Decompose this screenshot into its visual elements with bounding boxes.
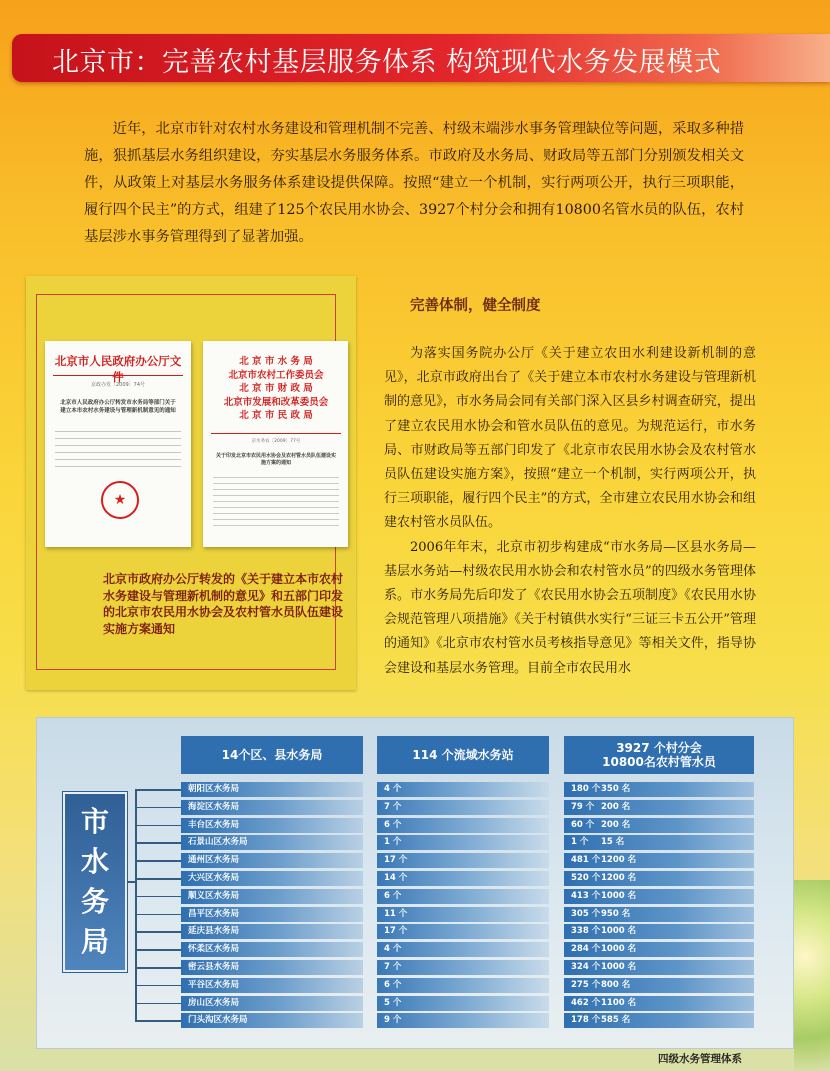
staff-count: 1200 名 xyxy=(601,873,637,883)
station-count-row: 6 个 xyxy=(377,889,549,904)
hq-character: 局 xyxy=(80,925,109,958)
connector-line xyxy=(127,881,135,883)
document-body-lines xyxy=(55,431,181,471)
village-count: 180 个 xyxy=(571,784,601,794)
body-paragraph: 为落实国务院办公厅《关于建立农田水利建设新机制的意见》，北京市政府出台了《关于建立本市农村水务建设与管理新机制的意见》，市水务局会同有关部门深入区县乡村调查研究，提出了建立农民用水协会和管水员队伍的意见。为规范运行，市水务局、市财政局等五部门印发了《北京市农民用水协会及农村管水员队伍建设实施方案》，按照“建立一个机制，实行两项公开，执行三项职能，履行四个民主”的方式，全市建立农民用水协会和组建农村管水员队伍。 xyxy=(384,346,756,531)
document-header: 北京市人民政府办公厅文件 xyxy=(54,354,182,384)
document-title: 关于印发北京市农民用水协会及农村管水员队伍建设实施方案的通知 xyxy=(215,453,336,466)
flower-decoration xyxy=(794,880,830,1071)
district-bureau-row: 海淀区水务局 xyxy=(181,800,363,815)
district-bureau-row: 昌平区水务局 xyxy=(181,907,363,922)
district-bureau-row: 门头沟区水务局 xyxy=(181,1013,363,1028)
station-count-row: 1 个 xyxy=(377,835,549,850)
connector-branch xyxy=(135,807,181,809)
village-count: 305 个 xyxy=(571,908,601,919)
document-body-lines xyxy=(213,477,339,527)
section-heading: 完善体制，健全制度 xyxy=(410,298,541,314)
staff-count: 1000 名 xyxy=(601,944,637,955)
connector-branch xyxy=(135,842,181,844)
document-rule xyxy=(211,433,341,434)
village-count: 1 个 xyxy=(571,837,589,848)
body-paragraph: 2006年年末，北京市初步构建成“市水务局—区县水务局—基层水务站—村级农民用水协会和农村管水员”的四级水务管理体系。市水务局先后印发了《农民用水协会五项制度》《农民用水协会规范管理八项措施》《关于村镇供水实行“三证三卡五公开”管理的通知》《北京市农村管水员考核指导意见》等相关文件，指导协会建设和基层水务管理。目前全市农民用水 xyxy=(384,539,756,676)
connector-branch xyxy=(135,896,181,898)
staff-count: 200 名 xyxy=(601,819,631,830)
station-count-row: 6 个 xyxy=(377,818,549,833)
connector-branch xyxy=(135,789,181,791)
photo-frame xyxy=(36,294,344,670)
district-bureau-row: 通州区水务局 xyxy=(181,853,363,868)
village-count-row xyxy=(564,942,754,957)
issuer-line: 北 京 市 财 政 局 xyxy=(239,383,313,394)
official-seal xyxy=(101,481,139,519)
connector-branch xyxy=(135,860,181,862)
village-count-row xyxy=(564,853,754,868)
connector-branch xyxy=(135,931,181,933)
document-headers xyxy=(211,355,341,423)
staff-count: 1000 名 xyxy=(601,926,637,937)
connector-branch xyxy=(135,967,181,969)
district-bureau-row: 顺义区水务局 xyxy=(181,889,363,904)
district-bureau-row: 大兴区水务局 xyxy=(181,871,363,886)
government-document xyxy=(45,341,191,547)
document-rule xyxy=(53,375,183,376)
station-count-row: 9 个 xyxy=(377,1013,549,1028)
village-count-row xyxy=(564,818,754,833)
hq-character: 市 xyxy=(80,805,109,838)
village-count: 275 个 xyxy=(571,979,601,990)
village-count: 520 个 xyxy=(571,873,601,883)
management-diagram xyxy=(36,717,794,1049)
staff-count: 800 名 xyxy=(601,979,631,990)
village-count-row xyxy=(564,924,754,939)
connector-branch xyxy=(135,949,181,951)
station-count-row: 11 个 xyxy=(377,907,549,922)
staff-count: 1000 名 xyxy=(601,962,637,972)
intro-paragraph: 近年，北京市针对农村水务建设和管理机制不完善、村级末端涉水事务管理缺位等问题，采取多种措施，狠抓基层水务组织建设，夯实基层水务服务体系。市政府及水务局、财政局等五部门分别颁发相关文件，从政策上对基层水务服务体系建设提供保障。按照“建立一个机制，实行两项公开，执行三项职能，履行四个民主”的方式，组建了125个农民用水协会、3927个村分会和拥有10800名管水员的队伍，农村基层涉水事务管理得到了显著加强。 xyxy=(84,121,744,245)
district-bureau-row: 平谷区水务局 xyxy=(181,978,363,993)
district-bureau-row: 密云县水务局 xyxy=(181,960,363,975)
star-icon: ★ xyxy=(113,492,127,508)
bureau-document xyxy=(203,341,348,547)
district-bureau-row: 丰台区水务局 xyxy=(181,818,363,833)
village-count-row xyxy=(564,835,754,850)
village-count-row xyxy=(564,871,754,886)
staff-count: 1100 名 xyxy=(601,997,637,1008)
title-banner xyxy=(12,34,830,82)
village-count: 338 个 xyxy=(571,926,601,937)
village-count: 60 个 xyxy=(571,819,595,830)
page-title: 北京市：完善农村基层服务体系 构筑现代水务发展模式 xyxy=(52,47,722,78)
section-body xyxy=(384,342,756,681)
station-count-row: 6 个 xyxy=(377,978,549,993)
station-count-row: 14 个 xyxy=(377,871,549,886)
staff-count: 950 名 xyxy=(601,908,631,919)
document-photo xyxy=(26,276,356,690)
staff-count: 350 名 xyxy=(601,784,631,794)
village-count: 324 个 xyxy=(571,962,601,972)
district-bureau-row: 怀柔区水务局 xyxy=(181,942,363,957)
village-count: 284 个 xyxy=(571,944,601,955)
station-count-row: 7 个 xyxy=(377,800,549,815)
connector-branch xyxy=(135,1003,181,1005)
village-count-row xyxy=(564,996,754,1011)
village-count-row xyxy=(564,978,754,993)
district-bureau-row: 延庆县水务局 xyxy=(181,924,363,939)
station-count-row: 4 个 xyxy=(377,942,549,957)
issuer-line: 北京市发展和改革委员会 xyxy=(223,396,329,408)
station-count-row: 7 个 xyxy=(377,960,549,975)
hq-character: 务 xyxy=(80,885,109,918)
issuer-line: 北京市农村工作委员会 xyxy=(228,369,324,381)
district-bureau-row: 朝阳区水务局 xyxy=(181,782,363,797)
column-header-districts: 14个区、县水务局 xyxy=(181,736,363,774)
staff-count: 1200 名 xyxy=(601,855,637,866)
document-title: 北京市人民政府办公厅转发市水务局等部门关于建立本市农村水务建设与管理新机制意见的通知 xyxy=(60,400,176,414)
village-count-row xyxy=(564,889,754,904)
district-bureau-row: 房山区水务局 xyxy=(181,996,363,1011)
column-header-stations: 114 个流域水务站 xyxy=(377,736,549,774)
station-count-row: 5 个 xyxy=(377,996,549,1011)
staff-count: 15 名 xyxy=(601,837,625,848)
connector-branch xyxy=(135,878,181,880)
village-count: 481 个 xyxy=(571,855,601,866)
station-count-row: 17 个 xyxy=(377,853,549,868)
staff-count: 585 名 xyxy=(601,1015,631,1026)
document-number: 京水务农〔2009〕77号 xyxy=(251,439,301,444)
photo-caption: 北京市政府办公厅转发的《关于建立本市农村水务建设与管理新机制的意见》和五部门印发的北京市农民用水协会及农村管水员队伍建设实施方案通知 xyxy=(103,572,344,636)
hq-character: 水 xyxy=(80,845,109,878)
connector-branch xyxy=(135,825,181,827)
village-count: 178 个 xyxy=(571,1015,601,1026)
village-count: 413 个 xyxy=(571,890,601,901)
village-count-row xyxy=(564,960,754,975)
station-count-row: 17 个 xyxy=(377,924,549,939)
staff-count: 200 名 xyxy=(601,801,631,812)
village-count-row xyxy=(564,800,754,815)
issuer-line: 北 京 市 民 政 局 xyxy=(239,410,313,421)
connector-branch xyxy=(135,1020,181,1022)
village-count-row xyxy=(564,782,754,797)
city-water-bureau-box xyxy=(63,792,127,972)
connector-branch xyxy=(135,985,181,987)
village-count-row xyxy=(564,907,754,922)
village-count: 79 个 xyxy=(571,801,595,812)
issuer-line: 北 京 市 水 务 局 xyxy=(239,356,313,367)
document-number: 京政办发〔2009〕74号 xyxy=(90,382,146,388)
district-bureau-row: 石景山区水务局 xyxy=(181,835,363,850)
station-count-row: 4 个 xyxy=(377,782,549,797)
village-count: 462 个 xyxy=(571,997,601,1008)
staff-count: 1000 名 xyxy=(601,890,637,901)
column-header-villages: 3927 个村分会 10800名农村管水员 xyxy=(564,736,754,774)
village-count-row xyxy=(564,1013,754,1028)
diagram-caption: 四级水务管理体系 xyxy=(658,1053,742,1065)
connector-branch xyxy=(135,914,181,916)
